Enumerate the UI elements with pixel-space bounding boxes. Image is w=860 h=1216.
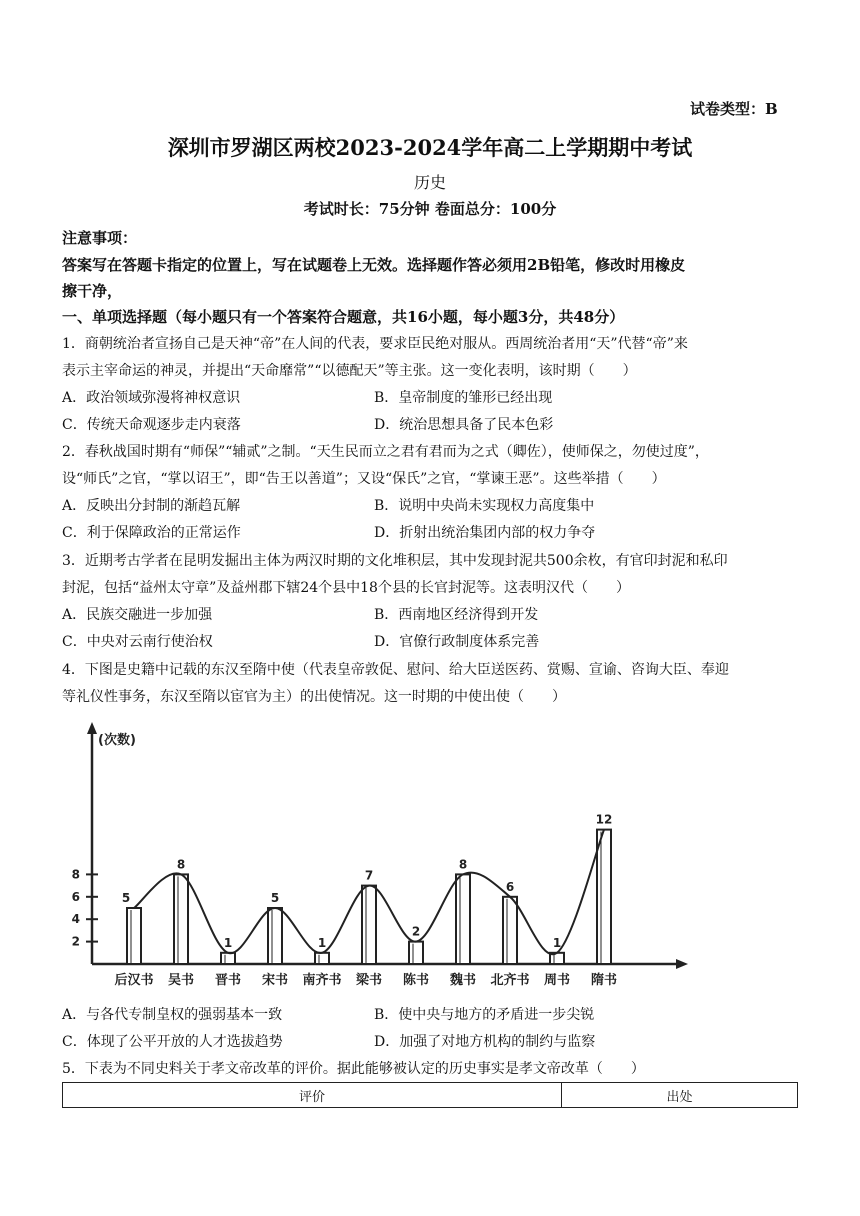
table-header-row: [63, 1083, 798, 1108]
section-heading: 一、单项选择题（每小题只有一个答案符合题意，共16小题，每小题3分，共48分）: [62, 308, 625, 326]
data-label: 1: [223, 935, 233, 950]
question-text: 1．商朝统治者宣扬自己是天神“帝”在人间的代表，要求臣民绝对服从。西周统治者用“天”代替“帝”来: [62, 336, 688, 352]
data-label: 8: [176, 857, 186, 872]
bar: [409, 942, 423, 964]
option-b[interactable]: B．使中央与地方的矛盾进一步尖锐: [374, 1007, 595, 1023]
category-label: 吴书: [167, 973, 195, 988]
data-label: 7: [364, 868, 374, 883]
bar: [174, 874, 188, 964]
option-a[interactable]: A．与各代专制皇权的强弱基本一致: [62, 1007, 283, 1023]
category-label: 宋书: [261, 973, 289, 988]
data-label: 12: [595, 812, 613, 827]
exam-title: 深圳市罗湖区两校2023-2024学年高二上学期期中考试: [167, 135, 693, 160]
notice-line: 答案写在答题卡指定的位置上，写在试题卷上无效。选择题作答必须用2B铅笔，修改时用橡皮: [62, 256, 686, 274]
question-text: 2．春秋战国时期有“师保”“辅贰”之制。“天生民而立之君有君而为之式（卿佐），使师保之，勿使过度”，: [62, 444, 709, 460]
notice-line: 擦干净，: [62, 282, 123, 300]
data-label: 2: [411, 924, 421, 939]
y-tick-label: 4: [71, 912, 80, 927]
question-text: 设“师氏”之官，“掌以诏王”，即“告王以善道”；又设“保氏”之官，“掌谏王恶”。这些举措（ ）: [62, 471, 666, 487]
y-tick-label: 2: [71, 934, 80, 949]
option-a[interactable]: A．政治领域弥漫将神权意识: [62, 390, 241, 406]
y-tick-label: 8: [71, 867, 80, 882]
question-text: 封泥，包括“益州太守章”及益州郡下辖24个县中18个县的长官封泥等。这表明汉代（ ）: [62, 580, 630, 596]
option-c[interactable]: C．传统天命观逐步走内衰落: [62, 417, 241, 433]
y-axis-arrow: [87, 722, 97, 734]
category-label: 魏书: [449, 973, 477, 988]
category-label: 隋书: [590, 973, 618, 988]
option-d[interactable]: D．统治思想具备了民本色彩: [374, 417, 554, 433]
x-axis-arrow: [676, 959, 688, 969]
y-axis-label: (次数): [98, 733, 136, 748]
data-label: 1: [552, 935, 562, 950]
notice-heading: 注意事项：: [62, 229, 138, 247]
option-d[interactable]: D．官僚行政制度体系完善: [374, 634, 540, 650]
data-label: 1: [317, 935, 327, 950]
question-text: 表示主宰命运的神灵，并提出“天命靡常”“以德配天”等主张。这一变化表明，该时期（ ）: [62, 363, 637, 379]
bar: [221, 953, 235, 964]
question-text: 等礼仪性事务，东汉至隋以宦官为主）的出使情况。这一时期的中使出使（ ）: [62, 689, 566, 705]
category-label: 北齐书: [490, 973, 530, 988]
question-text: 3．近期考古学者在昆明发掘出主体为两汉时期的文化堆积层，其中发现封泥共500余枚，有官印封泥和私印: [62, 553, 728, 569]
bar: [315, 953, 329, 964]
y-tick-label: 6: [71, 889, 80, 904]
paper-type: 试卷类型：B: [690, 100, 778, 118]
category-label: 梁书: [355, 973, 383, 988]
data-label: 8: [458, 857, 468, 872]
option-c[interactable]: C．利于保障政治的正常运作: [62, 525, 241, 541]
evaluation-table: [62, 1082, 798, 1108]
option-a[interactable]: A．反映出分封制的渐趋瓦解: [62, 498, 241, 514]
envoy-chart: [60, 718, 700, 998]
bar: [597, 830, 611, 964]
option-c[interactable]: C．中央对云南行使治权: [62, 634, 213, 650]
subject-name: 历史: [413, 173, 446, 192]
question-text: 5．下表为不同史料关于孝文帝改革的评价。据此能够被认定的历史事实是孝文帝改革（ ）: [62, 1061, 645, 1077]
category-label: 周书: [543, 973, 571, 988]
category-label: 后汉书: [114, 973, 154, 988]
bar: [268, 908, 282, 964]
table-header-evaluation: 评价: [63, 1083, 562, 1108]
option-d[interactable]: D．折射出统治集团内部的权力争夺: [374, 525, 596, 541]
option-b[interactable]: B．西南地区经济得到开发: [374, 607, 539, 623]
question-text: 4．下图是史籍中记载的东汉至隋中使（代表皇帝敦促、慰问、给大臣送医药、赏赐、宣谕、咨询大臣、奉迎: [62, 662, 729, 678]
option-d[interactable]: D．加强了对地方机构的制约与监察: [374, 1034, 596, 1050]
category-label: 晋书: [214, 973, 242, 988]
bar: [503, 897, 517, 964]
data-label: 6: [505, 879, 515, 894]
bar: [456, 874, 470, 964]
category-label: 陈书: [402, 973, 430, 988]
option-b[interactable]: B．说明中央尚未实现权力高度集中: [374, 498, 595, 514]
category-label: 南齐书: [302, 973, 342, 988]
bar: [362, 886, 376, 964]
exam-info: 考试时长：75分钟 卷面总分：100分: [303, 200, 557, 218]
option-c[interactable]: C．体现了公平开放的人才选拔趋势: [62, 1034, 283, 1050]
option-a[interactable]: A．民族交融进一步加强: [62, 607, 213, 623]
bar: [127, 908, 141, 964]
data-label: 5: [270, 891, 280, 905]
option-b[interactable]: B．皇帝制度的雏形已经出现: [374, 390, 553, 406]
table-header-source: 出处: [562, 1083, 798, 1108]
data-label: 5: [121, 891, 131, 905]
